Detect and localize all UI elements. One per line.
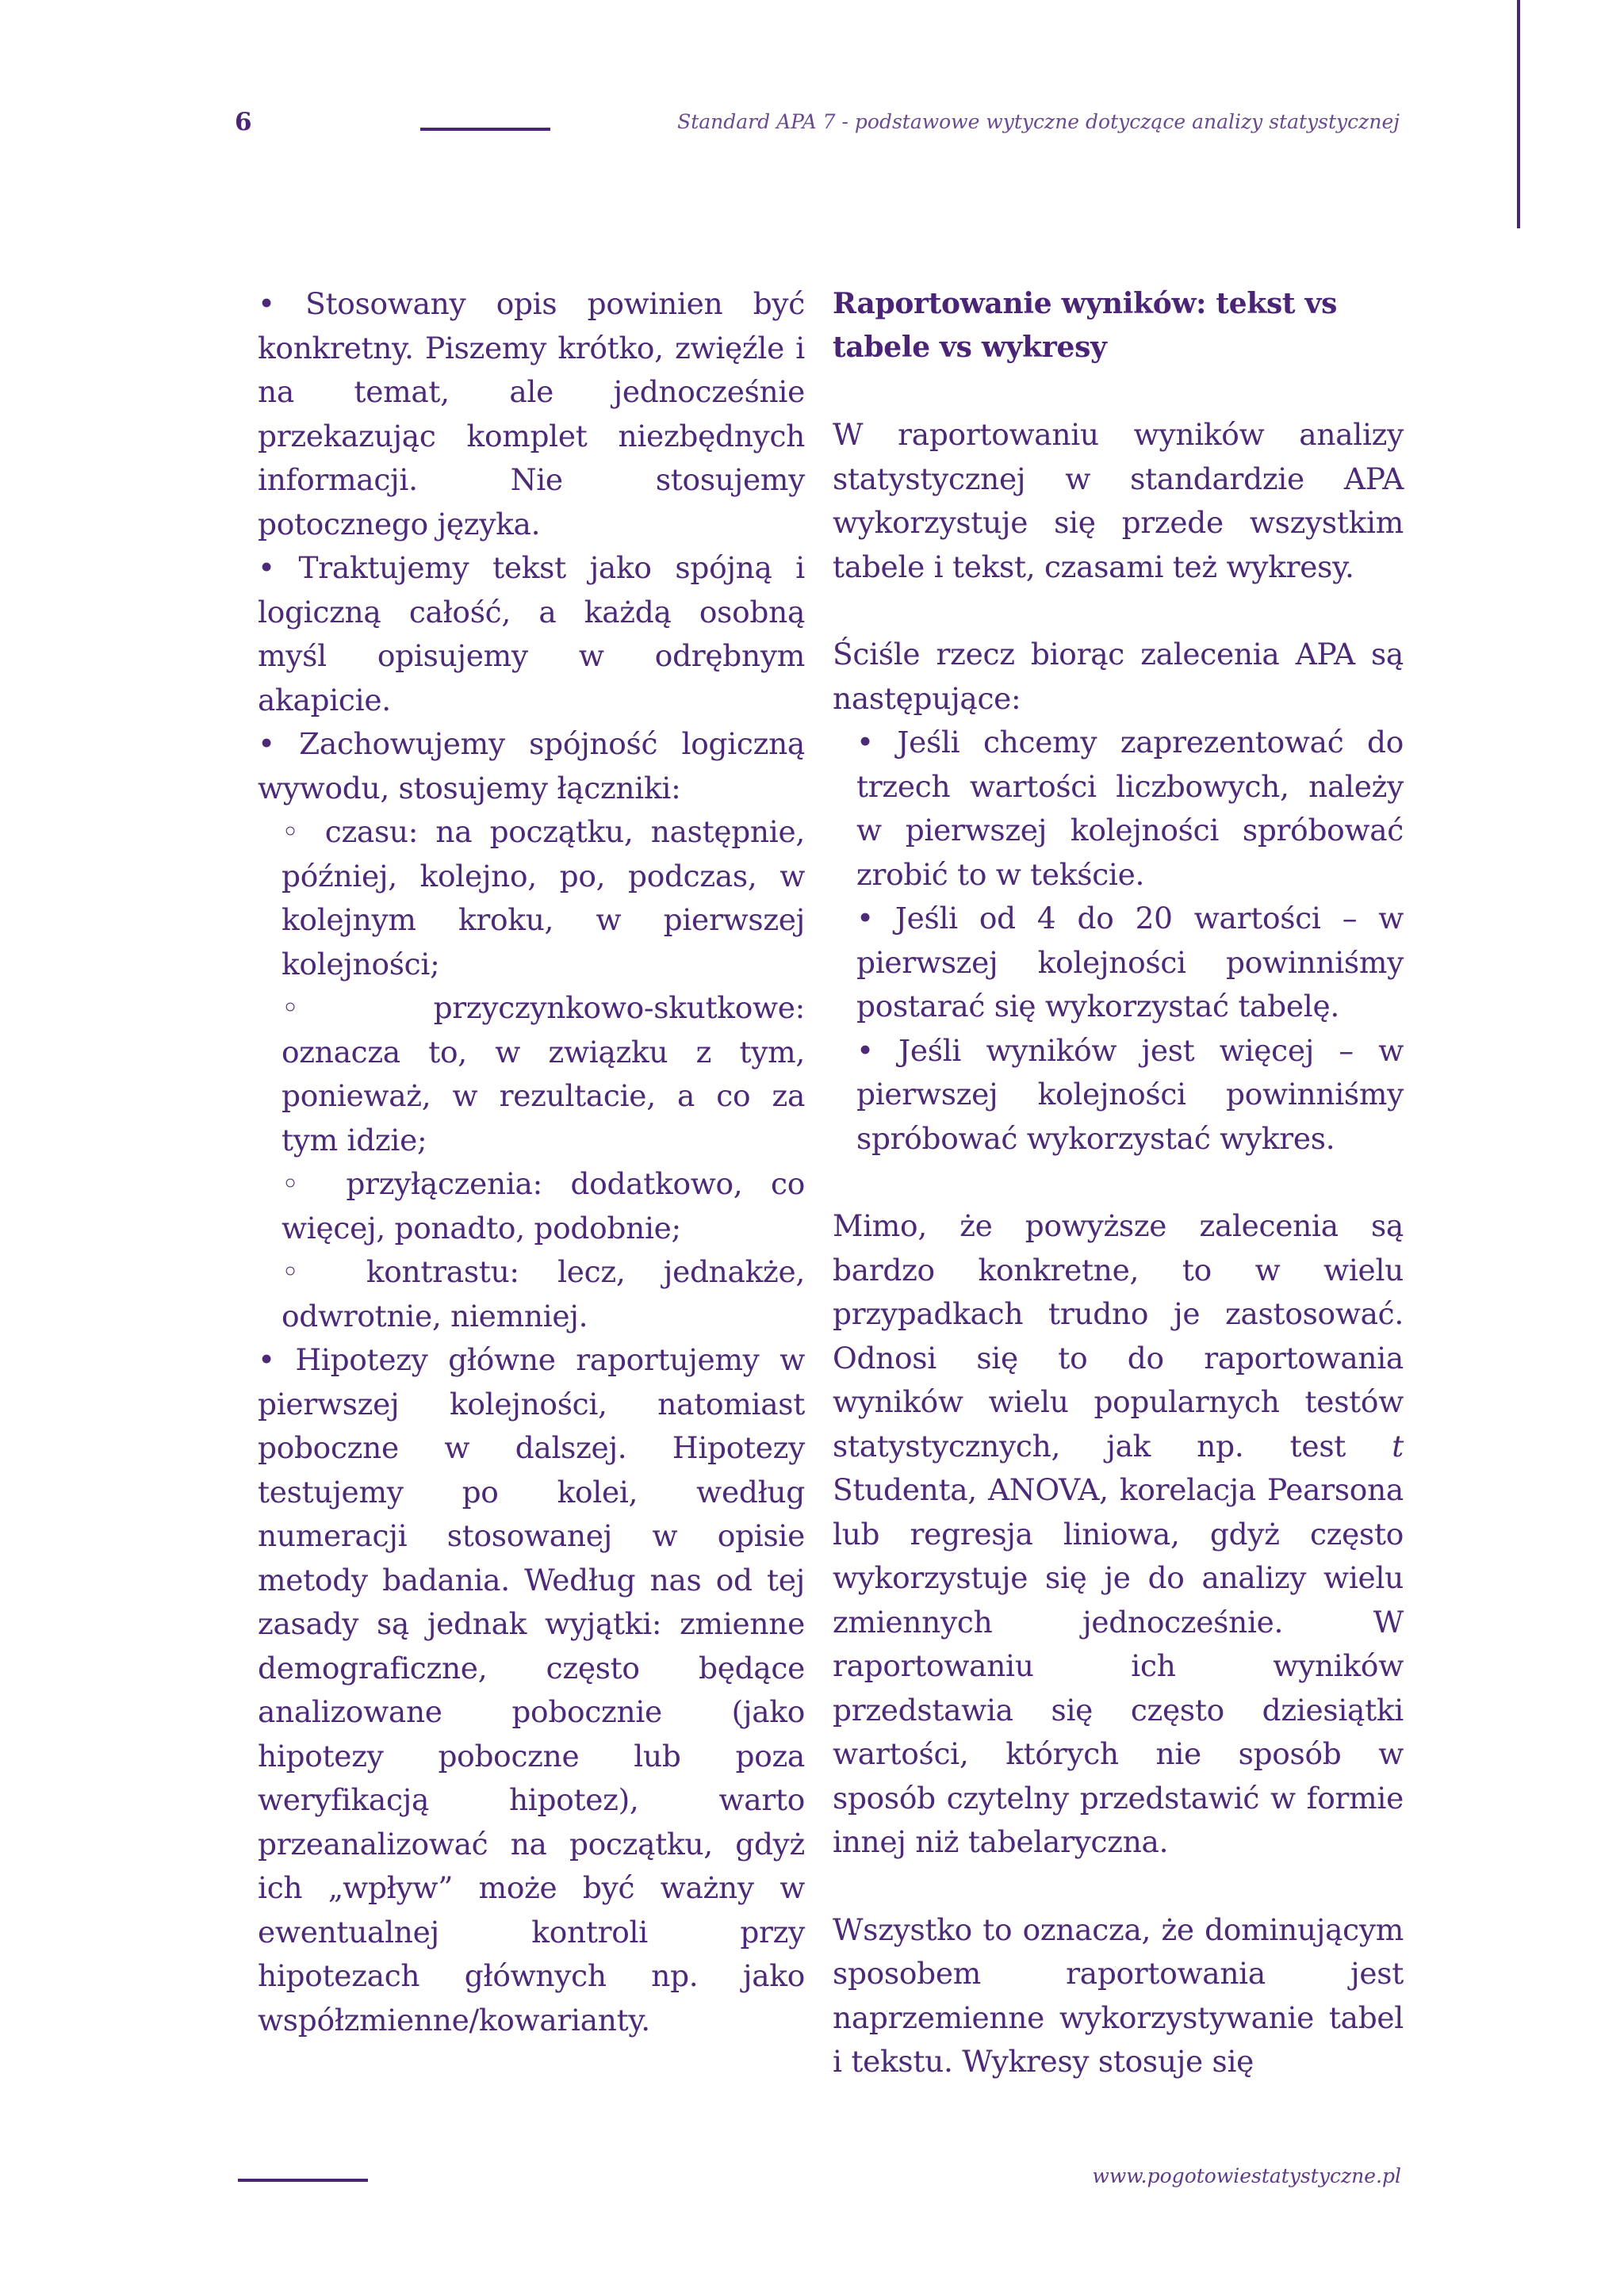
bullet-logical-connectors: • Zachowujemy spójność logiczną wywodu, stosujemy łączniki:: [258, 726, 805, 806]
right-column: [833, 282, 1404, 2084]
page-edge-line: [1517, 0, 1520, 228]
recommendation-lead: Ściśle rzecz biorąc zalecenia APA są następujące:: [833, 637, 1404, 716]
intro-paragraph: W raportowaniu wyników analizy statystycznej w standardzie APA wykorzystuje się przede wszystkim tabele i tekst, czasami też wykresy.: [833, 417, 1404, 584]
left-column: [258, 282, 805, 2042]
subbullet-addition-connectors: ◦ przyłączenia: dodatkowo, co więcej, ponadto, podobnie;: [282, 1166, 805, 1246]
paragraph-summary: Wszystko to oznacza, że dominującym sposobem raportowania jest naprzemienne wykorzystywanie tabel i tekstu. Wykresy stosuje się: [833, 1911, 1404, 2079]
page-number: 6: [235, 108, 252, 136]
running-header-title: Standard APA 7 - podstawowe wytyczne dotyczące analizy statystycznej: [677, 110, 1400, 133]
header-rule: [420, 128, 550, 131]
recommendation-chart: • Jeśli wyników jest więcej – w pierwszej kolejności powinniśmy spróbować wykorzystać wykres.: [856, 1032, 1404, 1156]
subbullet-time-connectors: ◦ czasu: na początku, następnie, później, kolejno, po, podczas, w kolejnym kroku, w pierwszej kolejności;: [282, 814, 805, 982]
subbullet-causal-connectors: ◦ przyczynkowo-skutkowe: oznacza to, w związku z tym, ponieważ, w rezultacie, a co za tym idzie;: [282, 990, 805, 1158]
bullet-coherent-text: • Traktujemy tekst jako spójną i logiczną całość, a każdą osobną myśl opisujemy w odrębnym akapicie.: [258, 550, 805, 718]
paragraph-difficulty: [833, 1204, 1404, 1865]
bullet-concise-description: • Stosowany opis powinien być konkretny. Piszemy krótko, zwięźle i na temat, ale jednocześnie przekazując komplet niezbędnych informacji. Nie stosujemy potocznego języka.: [258, 286, 805, 541]
paragraph-difficulty-end: Studenta, ANOVA, korelacja Pearsona lub regresja liniowa, gdyż często wykorzystuje się je do analizy wielu zmiennych jednocześnie. W raportowaniu ich wyników przedstawia się często dziesiątki wartości, których nie sposób w sposób czytelny przedstawić w formie innej niż tabelaryczna.: [833, 1472, 1404, 1859]
bullet-main-hypotheses: • Hipotezy główne raportujemy w pierwszej kolejności, natomiast poboczne w dalszej. Hipotezy testujemy po kolei, według numeracji stosowanej w opisie metody badania. Według nas od tej zasady są jednak wyjątki: zmienne demograficzne, często będące analizowane pobocznie (jako hipotezy poboczne lub poza weryfikacją hipotez), warto przeanalizować na początku, gdyż ich „wpływ” może być ważny w ewentualnej kontroli przy hipotezach głównych np. jako współzmienne/kowarianty.: [258, 1342, 805, 2038]
recommendation-text: • Jeśli chcemy zaprezentować do trzech wartości liczbowych, należy w pierwszej kolejności spróbować zrobić to w tekście.: [856, 725, 1404, 892]
section-heading: Raportowanie wyników: tekst vs tabele vs wykresy: [833, 287, 1338, 364]
italic-t: t: [1392, 1428, 1404, 1464]
paragraph-difficulty-start: Mimo, że powyższe zalecenia są bardzo konkretne, to w wielu przypadkach trudno je zastosować. Odnosi się to do raportowania wyników wielu popularnych testów statystycznych, jak np. test: [833, 1208, 1404, 1464]
recommendation-table: • Jeśli od 4 do 20 wartości – w pierwszej kolejności powinniśmy postarać się wykorzystać tabelę.: [856, 901, 1404, 1024]
subbullet-contrast-connectors: ◦ kontrastu: lecz, jednakże, odwrotnie, niemniej.: [282, 1254, 805, 1334]
footer-url: www.pogotowiestatystyczne.pl: [1092, 2164, 1401, 2187]
footer-rule: [238, 2179, 368, 2182]
